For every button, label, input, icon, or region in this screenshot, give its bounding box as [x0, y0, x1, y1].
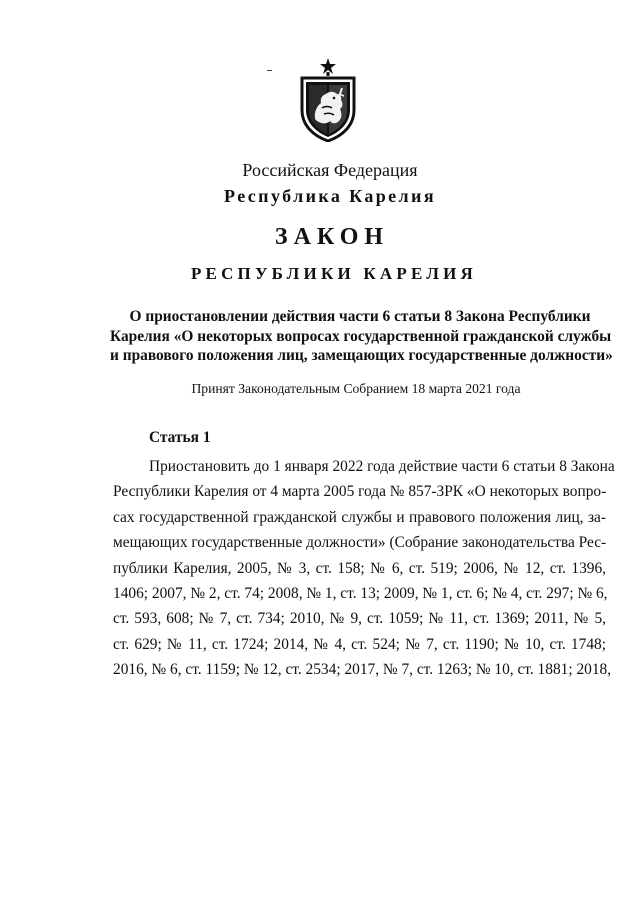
document-title: ЗАКОН [274, 224, 390, 250]
karelia-coat-of-arms-icon [296, 58, 360, 142]
law-heading-line: и правового положения лиц, замещающих государственные должности» [110, 347, 613, 364]
law-heading [110, 307, 613, 366]
law-heading-line: Карелия «О некоторых вопросах государственной гражданской службы [110, 327, 612, 345]
law-heading-line: О приостановлении действия части 6 статьи 8 Закона Республики [129, 308, 591, 325]
document-subtitle: РЕСПУБЛИКИ КАРЕЛИЯ [190, 264, 478, 283]
article-text-line: Республики Карелия от 4 марта 2005 года № 857-ЗРК «О некоторых вопро- [113, 483, 607, 501]
republic-name: Республика Карелия [224, 186, 436, 206]
article-text-line: мещающих государственные должности» (Собрание законодательства Рес- [113, 534, 607, 552]
article-title: Статья 1 [149, 429, 211, 446]
scan-mark [267, 70, 272, 71]
article-text-line: сах государственной гражданской службы и правового положения лиц, за- [113, 508, 606, 526]
article-text-line: ст. 629; № 11, ст. 1724; 2014, № 4, ст. 524; № 7, ст. 1190; № 10, ст. 1748; [113, 635, 606, 653]
adoption-note: Принят Законодательным Собранием 18 марта 2021 года [191, 381, 521, 396]
article-body [113, 454, 615, 683]
country-name: Российская Федерация [242, 160, 418, 180]
article-text-line: ст. 593, 608; № 7, ст. 734; 2010, № 9, ст. 1059; № 11, ст. 1369; 2011, № 5, [113, 610, 606, 628]
article-text-line: публики Карелия, 2005, № 3, ст. 158; № 6, ст. 519; 2006, № 12, ст. 1396, [113, 559, 606, 577]
article-text-line: 2016, № 6, ст. 1159; № 12, ст. 2534; 2017, № 7, ст. 1263; № 10, ст. 1881; 2018, [113, 661, 612, 679]
article-text-line: 1406; 2007, № 2, ст. 74; 2008, № 1, ст. 13; 2009, № 1, ст. 6; № 4, ст. 297; № 6, [113, 584, 608, 602]
article-text-line: Приостановить до 1 января 2022 года действие части 6 статьи 8 Закона [149, 458, 615, 475]
